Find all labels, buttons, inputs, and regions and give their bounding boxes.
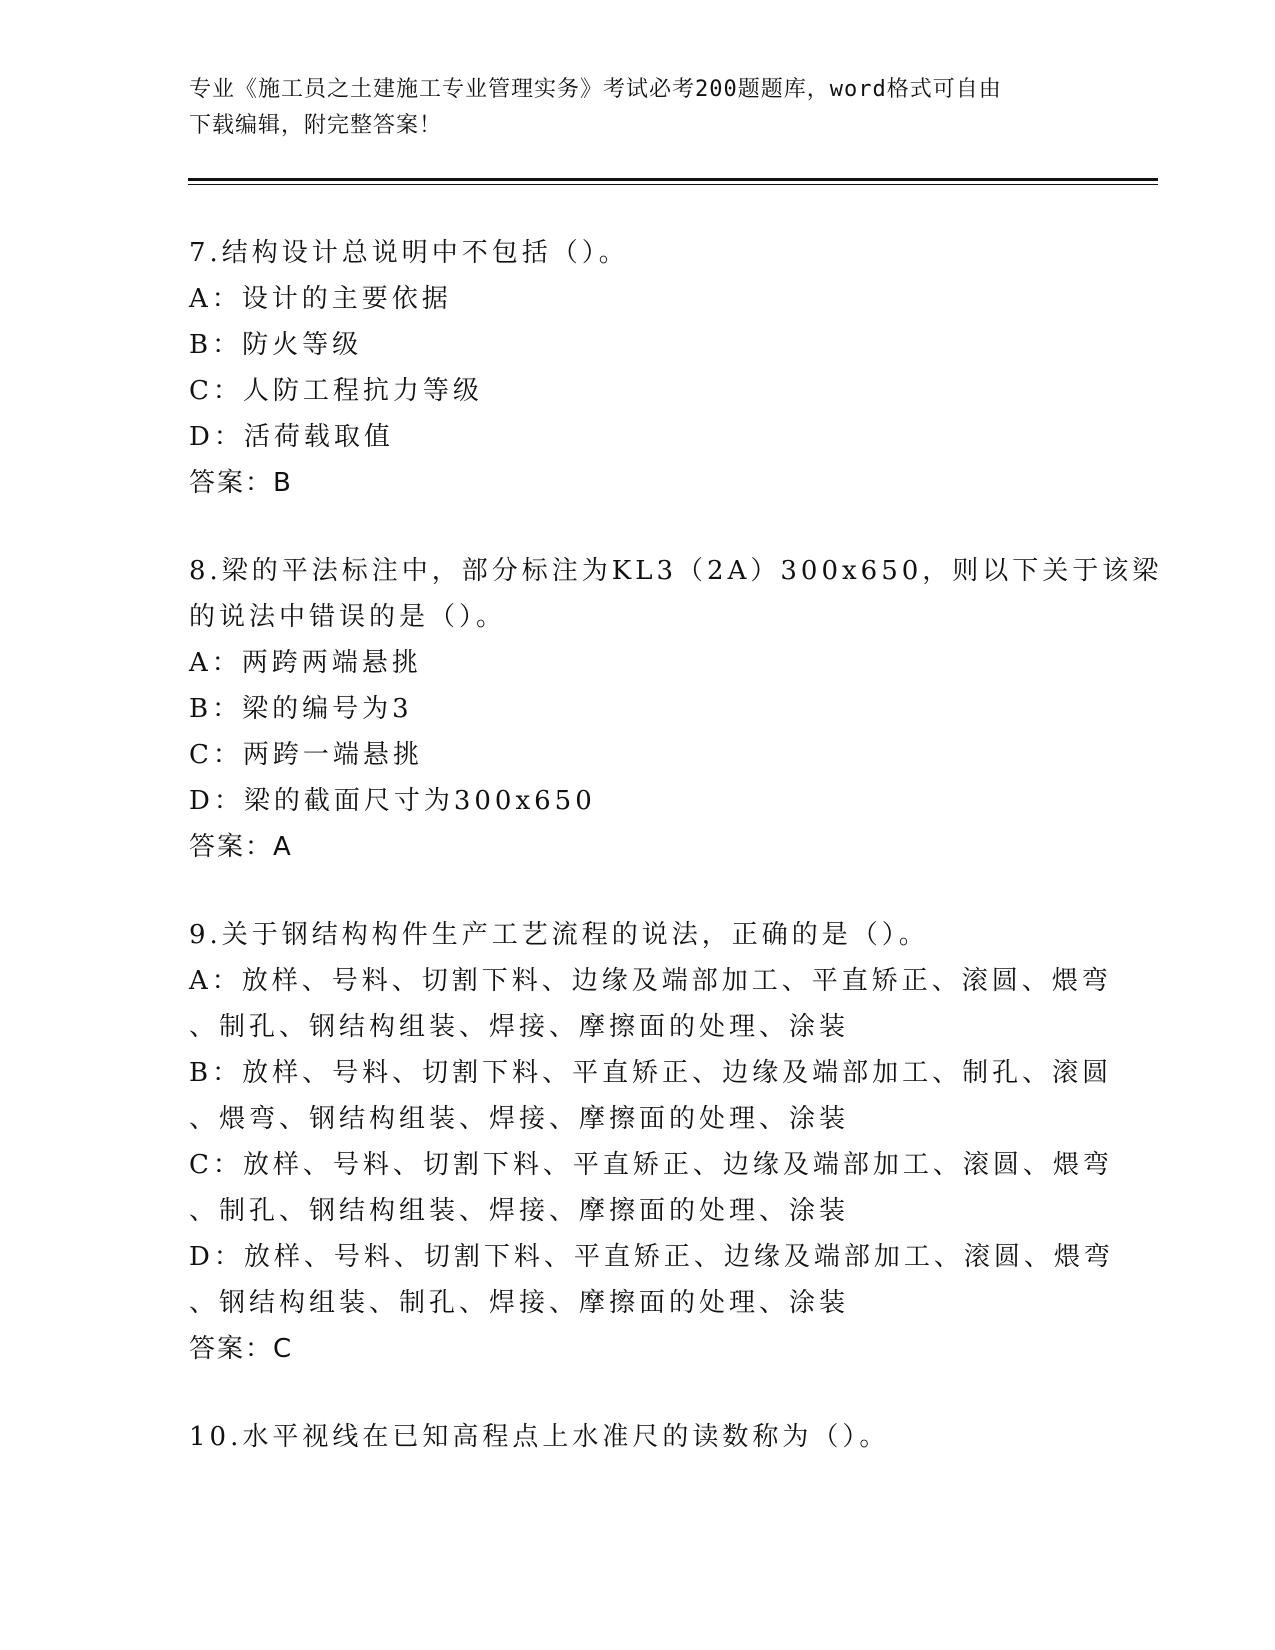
- answer-option-line: C：人防工程抗力等级: [189, 376, 483, 406]
- question-stem-line: 7.结构设计总说明中不包括（）。: [189, 238, 629, 268]
- answer-key: 答案：A: [189, 832, 293, 862]
- answer-option-line: B：防火等级: [189, 330, 363, 360]
- answer-option: [189, 1050, 1113, 1142]
- answer-option-line: D：梁的截面尺寸为300x650: [189, 786, 596, 816]
- question-stem: [189, 230, 1089, 276]
- answer-option-line: A：放样、号料、切割下料、边缘及端部加工、平直矫正、滚圆、煨弯: [189, 966, 1112, 996]
- answer-option-line: A：两跨两端悬挑: [189, 648, 422, 678]
- question-stem: [189, 912, 1089, 958]
- answer-option: [189, 1142, 1113, 1234]
- header-line-1: 专业《施工员之土建施工专业管理实务》考试必考200题题库，word格式可自由: [189, 77, 1002, 102]
- answer-option: [189, 640, 1089, 686]
- answer-option: [189, 276, 1089, 322]
- answer-option: [189, 1234, 1114, 1326]
- question-list: [189, 230, 1163, 1502]
- answer-option-line: B：放样、号料、切割下料、平直矫正、边缘及端部加工、制孔、滚圆: [189, 1058, 1113, 1088]
- header-divider-thick: [188, 178, 1158, 181]
- answer-option-line: 、煨弯、钢结构组装、焊接、摩擦面的处理、涂装: [189, 1104, 850, 1134]
- answer-option-line: 、制孔、钢结构组装、焊接、摩擦面的处理、涂装: [189, 1012, 850, 1042]
- answer-option-line: 、钢结构组装、制孔、焊接、摩擦面的处理、涂装: [189, 1288, 850, 1318]
- question-stem: [189, 1414, 1089, 1460]
- question-stem: [189, 548, 1163, 640]
- header-line-2: 下载编辑，附完整答案！: [189, 113, 443, 138]
- header-divider-thin: [188, 184, 1158, 185]
- answer-option-line: D：放样、号料、切割下料、平直矫正、边缘及端部加工、滚圆、煨弯: [189, 1242, 1114, 1272]
- answer-option: [189, 368, 1089, 414]
- question-block: [189, 912, 1114, 1372]
- answer-option: [189, 686, 1089, 732]
- answer-option: [189, 732, 1089, 778]
- answer-option-line: A：设计的主要依据: [189, 284, 452, 314]
- answer-option: [189, 322, 1089, 368]
- answer-option: [189, 414, 1089, 460]
- answer-key: 答案：C: [189, 1334, 294, 1364]
- answer-option-line: B：梁的编号为3: [189, 694, 413, 724]
- question-stem-line: 10.水平视线在已知高程点上水准尺的读数称为（）。: [189, 1422, 890, 1452]
- answer-option-line: 、制孔、钢结构组装、焊接、摩擦面的处理、涂装: [189, 1196, 850, 1226]
- question-stem-line: 的说法中错误的是（）。: [189, 602, 507, 632]
- answer-key: 答案：B: [189, 468, 293, 498]
- question-stem-line: 9.关于钢结构构件生产工艺流程的说法，正确的是（）。: [189, 920, 929, 950]
- answer-option-line: D：活荷载取值: [189, 422, 394, 452]
- answer-option: [189, 958, 1112, 1050]
- question-block: [189, 548, 1163, 870]
- question-stem-line: 8.梁的平法标注中，部分标注为KL3（2A）300x650，则以下关于该梁: [189, 556, 1163, 586]
- question-block: [189, 230, 1089, 506]
- answer-option: [189, 778, 1089, 824]
- answer-option-line: C：放样、号料、切割下料、平直矫正、边缘及端部加工、滚圆、煨弯: [189, 1150, 1113, 1180]
- question-block: [189, 1414, 1089, 1460]
- answer-option-line: C：两跨一端悬挑: [189, 740, 423, 770]
- document-header: [189, 72, 1089, 144]
